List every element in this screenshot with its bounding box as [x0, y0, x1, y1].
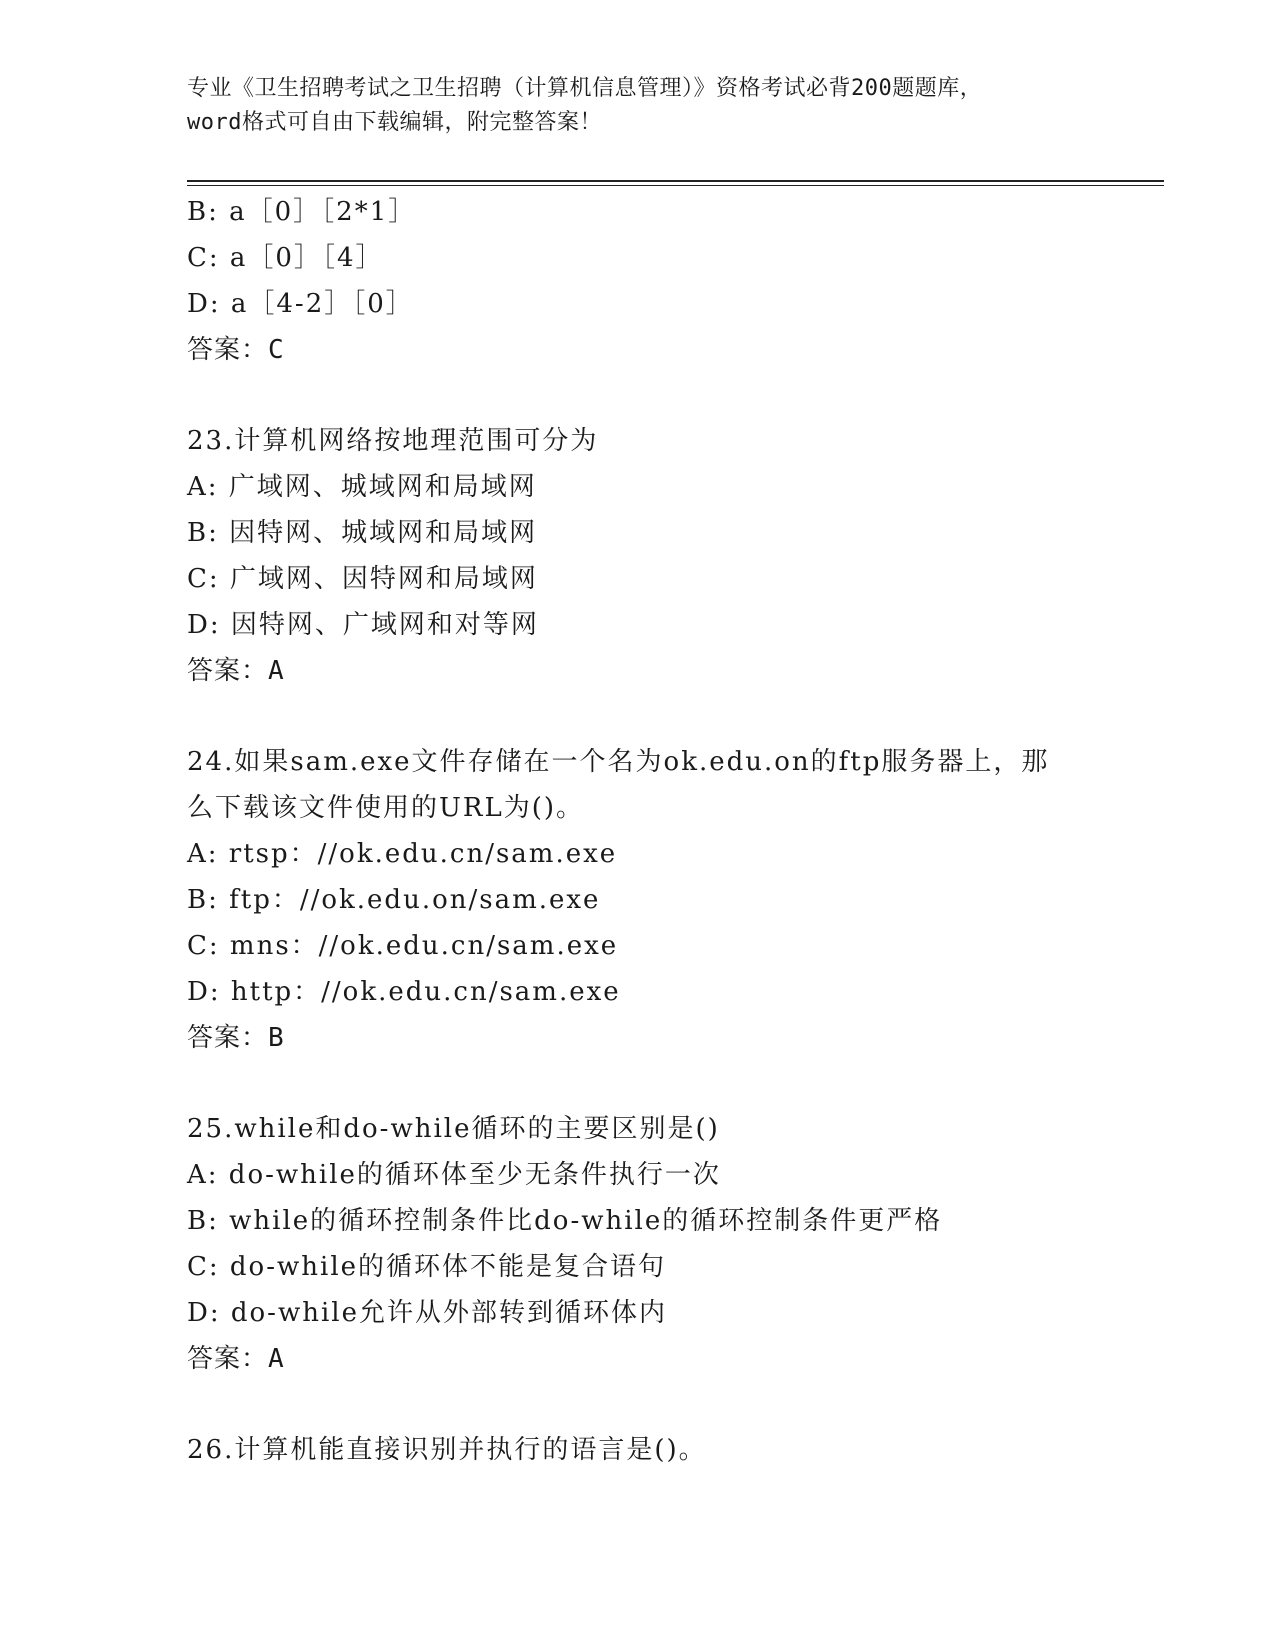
- option-d: D: do-while允许从外部转到循环体内: [187, 1298, 667, 1328]
- question-26: [187, 1427, 1147, 1473]
- option-a: A: do-while的循环体至少无条件执行一次: [187, 1160, 721, 1190]
- option-a: A: rtsp：//ok.edu.cn/sam.exe: [187, 839, 618, 869]
- header-divider-thick: [187, 180, 1164, 182]
- option-a: A: 广域网、城域网和局域网: [187, 472, 537, 502]
- answer-line: 答案：A: [187, 656, 285, 686]
- question-25: [187, 1106, 1147, 1382]
- option-d: D: http：//ok.edu.cn/sam.exe: [187, 977, 621, 1007]
- question-stem-line-1: 24.如果sam.exe文件存储在一个名为ok.edu.on的ftp服务器上，那: [187, 747, 1050, 777]
- page-header: [187, 72, 1087, 140]
- question-stem: 23.计算机网络按地理范围可分为: [187, 426, 599, 456]
- option-d: D: 因特网、广域网和对等网: [187, 610, 539, 640]
- option-c: C: 广域网、因特网和局域网: [187, 564, 538, 594]
- question-stem: 26.计算机能直接识别并执行的语言是()。: [187, 1435, 707, 1465]
- question-22-tail: [187, 189, 1147, 373]
- header-divider-thin: [187, 185, 1164, 186]
- option-d: D: a［4-2］［0］: [187, 289, 414, 319]
- question-23: [187, 418, 1147, 694]
- option-c: C: mns：//ok.edu.cn/sam.exe: [187, 931, 619, 961]
- question-24: [187, 739, 1147, 1061]
- option-c: C: do-while的循环体不能是复合语句: [187, 1252, 667, 1282]
- answer-line: 答案：B: [187, 1023, 285, 1053]
- spacer: [187, 1061, 1147, 1106]
- document-body: [187, 189, 1147, 1473]
- spacer: [187, 373, 1147, 418]
- answer-line: 答案：A: [187, 1344, 285, 1374]
- question-stem-line-2: 么下载该文件使用的URL为()。: [187, 793, 585, 823]
- option-b: B: ftp：//ok.edu.on/sam.exe: [187, 885, 601, 915]
- spacer: [187, 1382, 1147, 1427]
- option-b: B: 因特网、城域网和局域网: [187, 518, 538, 548]
- spacer: [187, 694, 1147, 739]
- header-title-line-1: 专业《卫生招聘考试之卫生招聘（计算机信息管理）》资格考试必背200题题库，: [187, 76, 983, 101]
- option-b: B: a［0］［2*1］: [187, 197, 417, 227]
- header-title-line-2: word格式可自由下载编辑，附完整答案！: [187, 110, 602, 135]
- option-c: C: a［0］［4］: [187, 243, 384, 273]
- option-b: B: while的循环控制条件比do-while的循环控制条件更严格: [187, 1206, 943, 1236]
- answer-line: 答案：C: [187, 335, 285, 365]
- question-stem: 25.while和do-while循环的主要区别是(): [187, 1114, 720, 1144]
